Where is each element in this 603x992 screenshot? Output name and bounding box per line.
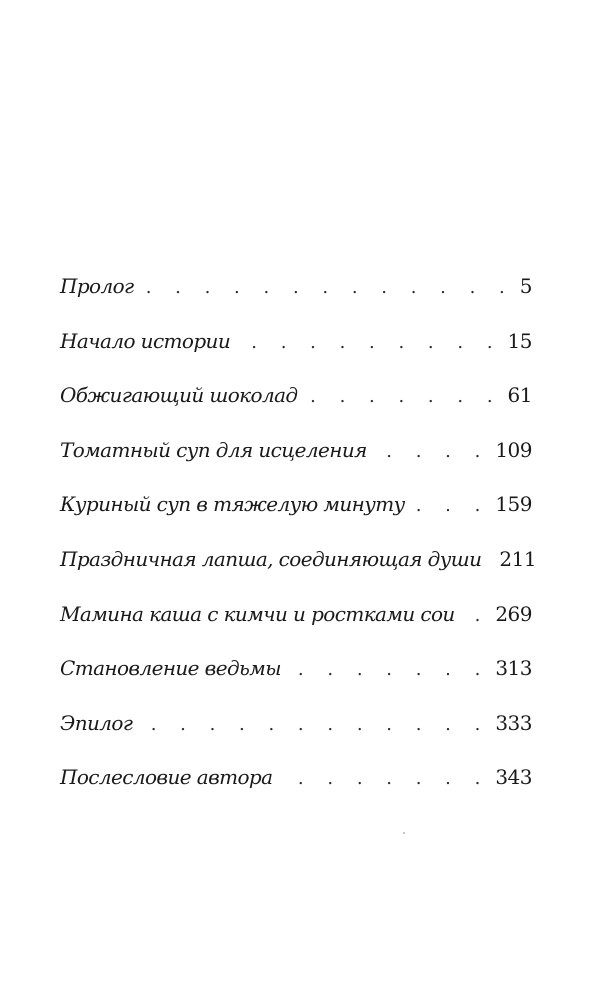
toc-entry-chocolate [60,375,532,430]
toc-entry-title: Обжигающий шоколад [60,383,298,408]
toc-entry-title: Послесловие автора [60,765,273,790]
toc-entry-page: 159 [495,492,532,517]
table-of-contents [60,266,537,812]
toc-entry-title: Томатный суп для исцеления [60,437,367,462]
toc-entry-beginning [60,321,532,376]
toc-entry-page: 343 [495,765,532,790]
toc-entry-prologue [60,266,532,321]
toc-entry-page: 333 [495,710,532,735]
toc-entry-chicken-soup [60,484,532,539]
toc-entry-tomato-soup [60,430,532,485]
toc-entry-title: Становление ведьмы [60,656,281,681]
dot-leader [284,759,489,799]
dot-leader [242,323,501,363]
dot-leader [417,486,490,526]
toc-entry-epilogue [60,703,532,758]
toc-entry-becoming-witch [60,648,532,703]
dot-leader [293,650,489,690]
toc-entry-page: 15 [507,328,532,353]
toc-entry-title: Пролог [60,274,134,298]
toc-entry-page: 61 [507,383,532,408]
toc-entry-title: Эпилог [60,710,133,735]
dot-leader [467,596,490,636]
dot-leader [310,377,502,417]
toc-entry-page: 269 [495,601,532,626]
toc-entry-title: Начало истории [60,328,231,353]
toc-entry-title: Праздничная лапша, соединяющая души [60,546,482,571]
toc-entry-page: 313 [495,656,532,681]
toc-entry-page: 109 [495,437,532,462]
paper-speck [403,832,405,834]
dot-leader [144,705,489,745]
toc-entry-page: 5 [519,274,532,298]
toc-entry-festive-noodles [60,539,537,594]
dot-leader [146,268,514,308]
toc-entry-title: Куриный суп в тяжелую минуту [60,492,405,517]
toc-entry-page: 211 [499,546,537,571]
dot-leader [379,432,490,472]
toc-entry-title: Мамина каша с кимчи и ростками сои [60,601,455,626]
toc-entry-kimchi-porridge [60,594,532,649]
toc-entry-afterword [60,757,532,812]
